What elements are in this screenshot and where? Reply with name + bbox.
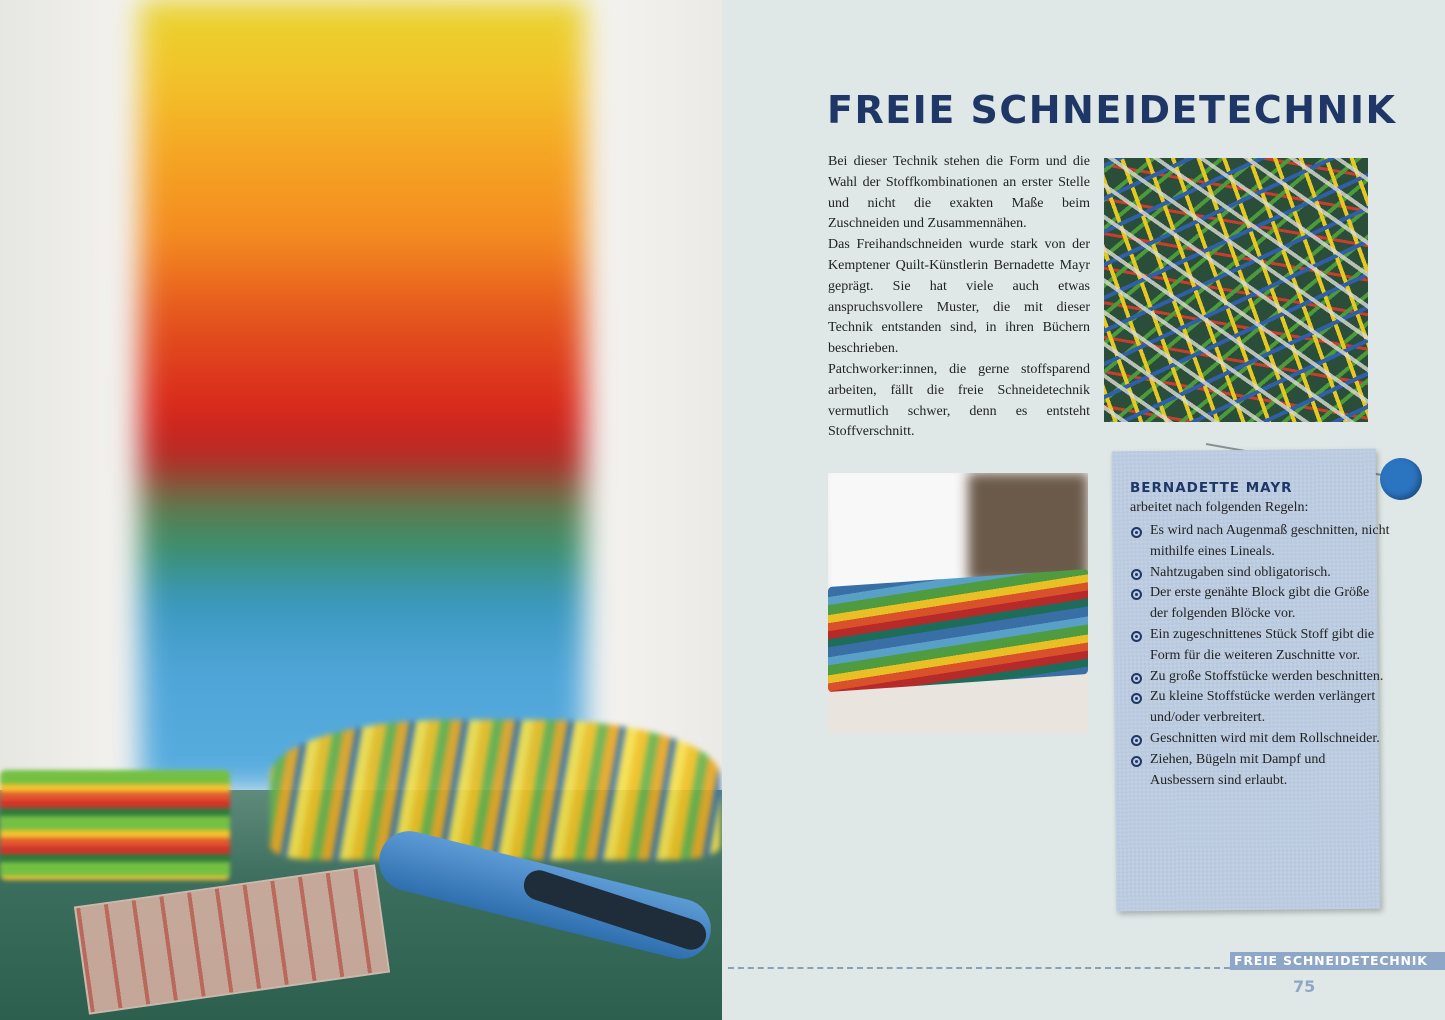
photo-quilt-and-tools — [0, 0, 722, 1020]
bullet-icon — [1131, 673, 1142, 684]
bullet-icon — [1131, 589, 1142, 600]
list-item: Der erste genähte Block gibt die Größe der folgenden Blöcke vor. — [1130, 583, 1390, 625]
sewing-machine-blur — [828, 473, 988, 593]
list-item: Zu kleine Stoffstücke werden verlängert und/oder verbreitert. — [1130, 687, 1390, 729]
background-blur — [968, 473, 1088, 583]
list-item: Es wird nach Augenmaß geschnitten, nicht mithilfe eines Lineals. — [1130, 521, 1390, 563]
list-item: Nahtzugaben sind obligatorisch. — [1130, 563, 1390, 584]
bullet-icon — [1131, 756, 1142, 767]
list-item: Ein zugeschnittenes Stück Stoff gibt die Form für die weiteren Zuschnitte vor. — [1130, 625, 1390, 667]
body-text — [828, 152, 1090, 443]
page-title: FREIE SCHNEIDETECHNIK — [827, 88, 1397, 132]
bullet-icon — [1131, 631, 1142, 642]
body-paragraph: Patchworker:innen, die gerne stoffsparend arbeiten, fällt die freie Schneidetechnik vermutlich schwer, denn es entsteht Stoffverschnitt. — [828, 361, 1090, 440]
text-page — [722, 0, 1445, 1020]
fabric-stack-photo — [828, 473, 1088, 733]
bullet-icon — [1131, 569, 1142, 580]
fabric-scraps-image — [270, 720, 720, 860]
bullet-icon — [1131, 693, 1142, 704]
stacked-fabric — [828, 569, 1088, 692]
note-intro: arbeitet nach folgenden Regeln: — [1130, 500, 1309, 515]
list-item: Zu große Stoffstücke werden beschnitten. — [1130, 667, 1390, 688]
list-item: Geschnitten wird mit dem Rollschneider. — [1130, 729, 1390, 750]
body-paragraph: Das Freihandschneiden wurde stark von der Kemptener Quilt-Künstlerin Bernadette Mayr geprägt. Sie hat viele auch etwas anspruchsvollere Muster, die mit dieser Technik entstanden sind, in ihren Büchern beschrieben. — [828, 237, 1090, 357]
body-paragraph: Bei dieser Technik stehen die Form und die Wahl der Stoffkombinationen an erster Stelle und nicht die exakten Maße beim Zuschneiden und Zusammennähen. — [828, 154, 1090, 232]
footer-dashed-line — [728, 967, 1230, 969]
list-item: Ziehen, Bügeln mit Dampf und Ausbessern sind erlaubt. — [1130, 750, 1390, 792]
bullet-icon — [1131, 527, 1142, 538]
note-heading: BERNADETTE MAYR — [1130, 480, 1293, 496]
bullet-icon — [1131, 735, 1142, 746]
rainbow-quilt-image — [140, 0, 585, 790]
pushpin-icon — [1380, 458, 1422, 500]
footer-section-label: FREIE SCHNEIDETECHNIK — [1230, 952, 1445, 970]
page-number: 75 — [1293, 977, 1316, 996]
rules-list — [1130, 521, 1390, 791]
fabric-stack-image — [0, 770, 230, 880]
fabric-strips-photo — [1104, 158, 1368, 422]
